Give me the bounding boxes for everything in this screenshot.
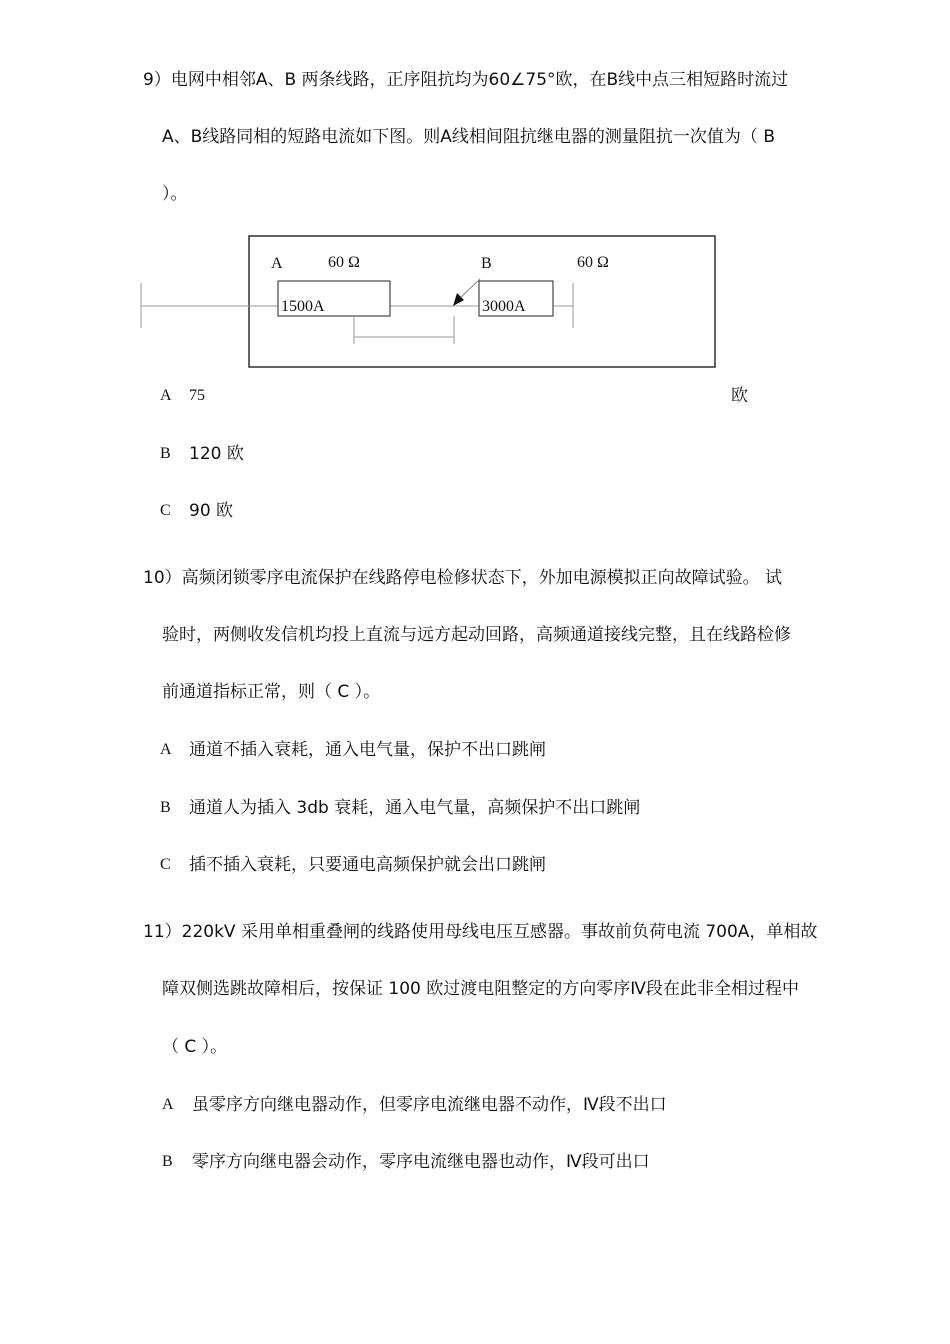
q9-line-1: 9）电网中相邻A、B 两条线路，正序阻抗均为60∠75°欧，在B线中点三相短路时流过 <box>143 70 789 90</box>
q11-option-b-letter: B <box>162 1153 173 1170</box>
q10-line-3: 前通道指标正常，则（ C ）。 <box>162 682 381 702</box>
q9-option-b-text: 120 欧 <box>189 444 244 464</box>
q9-option-a-value: 75 <box>189 387 205 404</box>
q10-option-a-letter: A <box>160 741 172 758</box>
q11-option-a-letter: A <box>162 1096 174 1113</box>
q10-option-b-letter: B <box>160 799 171 816</box>
q9-option-c-text: 90 欧 <box>189 501 234 521</box>
q10-option-c-letter: C <box>160 856 171 873</box>
q10-option-a-text: 通道不插入衰耗，通入电气量，保护不出口跳闸 <box>189 740 546 760</box>
q11-option-b-text: 零序方向继电器会动作，零序电流继电器也动作，Ⅳ段可出口 <box>192 1152 650 1172</box>
impedance-b-label: 60 Ω <box>577 254 609 271</box>
q10-line-1: 10）高频闭锁零序电流保护在线路停电检修状态下，外加电源模拟正向故障试验。 试 <box>143 568 783 588</box>
impedance-a-label: 60 Ω <box>328 254 360 271</box>
q11-option-a-text: 虽零序方向继电器动作，但零序电流继电器不动作，Ⅳ段不出口 <box>192 1095 667 1115</box>
current-b-label: 3000A <box>482 298 526 315</box>
q9-option-b-letter: B <box>160 445 171 462</box>
q11-line-1: 11）220kV 采用单相重叠闸的线路使用母线电压互感器。事故前负荷电流 700A，单相故 <box>143 922 818 942</box>
q9-option-a-letter: A <box>160 387 172 404</box>
q9-line-3: ）。 <box>162 184 188 204</box>
q11-line-3: （ C ）。 <box>162 1037 228 1057</box>
q9-option-a-unit: 欧 <box>731 386 748 406</box>
q11-line-2: 障双侧选跳故障相后，按保证 100 欧过渡电阻整定的方向零序Ⅳ段在此非全相过程中 <box>162 979 799 999</box>
circuit-diagram <box>0 232 950 372</box>
node-label-a: A <box>271 255 283 272</box>
fault-arrow-shaft <box>460 279 480 298</box>
current-a-label: 1500A <box>281 298 325 315</box>
q10-option-b-text: 通道人为插入 3db 衰耗，通入电气量，高频保护不出口跳闸 <box>189 798 641 818</box>
fault-arrow-head <box>453 293 464 306</box>
node-label-b: B <box>481 255 492 272</box>
q10-option-c-text: 插不插入衰耗，只要通电高频保护就会出口跳闸 <box>189 855 546 875</box>
q10-line-2: 验时，两侧收发信机均投上直流与远方起动回路，高频通道接线完整，且在线路检修 <box>162 625 791 645</box>
q9-line-2: A、B线路同相的短路电流如下图。则A线相间阻抗继电器的测量阻抗一次值为（ B <box>162 127 775 147</box>
q9-option-c-letter: C <box>160 502 171 519</box>
